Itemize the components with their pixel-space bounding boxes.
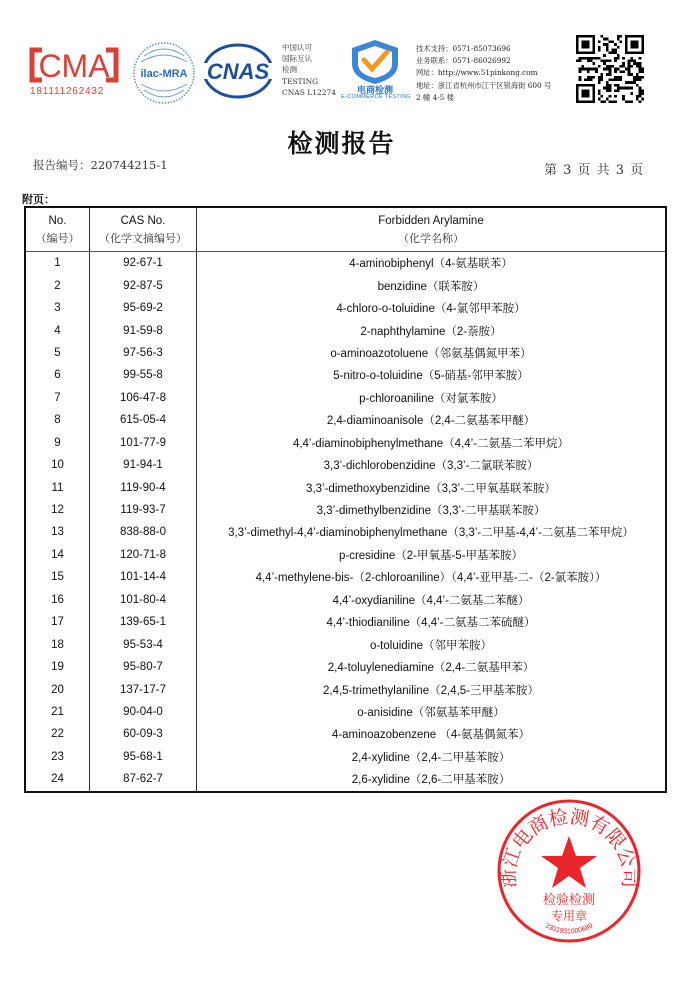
seal-number: 3301931000689	[543, 922, 595, 936]
cell-no: 12	[25, 499, 90, 521]
cell-no: 14	[25, 544, 90, 566]
cell-name: 3,3’-dimethoxybenzidine（3,3’-二甲氧基联苯胺）	[197, 476, 667, 498]
cell-name: 2-naphthylamine（2-萘胺）	[197, 319, 667, 341]
cell-name: 4,4’-thiodianiline（4,4’-二氨基二苯硫醚）	[197, 611, 667, 633]
header-name-cn: （化学名称）	[398, 231, 464, 245]
page-title: 检测报告	[287, 129, 396, 158]
cell-name: 3,3’-dichlorobenzidine（3,3’-二氯联苯胺）	[197, 454, 667, 476]
accreditation-line: 检测	[282, 65, 297, 75]
cell-name: o-anisidine（邻氨基苯甲醚）	[197, 701, 667, 723]
cell-name: o-aminoazotoluene（邻氨基偶氮甲苯）	[197, 342, 667, 364]
table-row	[25, 656, 666, 678]
cell-no: 13	[25, 521, 90, 543]
appendix-label: 附页：	[22, 193, 55, 206]
header-cas	[90, 207, 197, 252]
cell-name: 4-aminoazobenzene （4-氨基偶氮苯）	[197, 723, 667, 745]
cell-no: 2	[25, 274, 90, 296]
table-row	[25, 633, 666, 655]
cell-name: 4,4’-oxydianiline（4,4’-二氨基二苯醚）	[197, 589, 667, 611]
cell-no: 7	[25, 387, 90, 409]
cell-cas: 119-90-4	[90, 476, 197, 498]
cell-cas: 139-65-1	[90, 611, 197, 633]
cell-cas: 87-62-7	[90, 768, 197, 791]
table-row	[25, 409, 666, 431]
qr-code-icon	[576, 35, 644, 103]
cell-no: 17	[25, 611, 90, 633]
cell-no: 23	[25, 746, 90, 768]
cell-cas: 120-71-8	[90, 544, 197, 566]
cell-name: 5-nitro-o-toluidine（5-硝基-邻甲苯胺）	[197, 364, 667, 386]
cell-name: 4,4’-diaminobiphenylmethane（4,4’-二氨基二苯甲烷）	[197, 432, 667, 454]
cell-name: 4-chloro-o-toluidine（4-氯邻甲苯胺）	[197, 297, 667, 319]
table-row	[25, 701, 666, 723]
cell-cas: 60-09-3	[90, 723, 197, 745]
table-row	[25, 454, 666, 476]
cell-cas: 838-88-0	[90, 521, 197, 543]
table-row	[25, 723, 666, 745]
cell-no: 16	[25, 589, 90, 611]
cell-cas: 101-14-4	[90, 566, 197, 588]
ilac-logo-text: ilac-MRA	[140, 68, 188, 80]
table-row	[25, 432, 666, 454]
table-row	[25, 566, 666, 588]
header-no-cn: （编号）	[35, 231, 80, 245]
header-name	[197, 207, 667, 252]
cell-name: p-cresidine（2-甲氧基-5-甲基苯胺）	[197, 544, 667, 566]
cell-no: 5	[25, 342, 90, 364]
cell-no: 15	[25, 566, 90, 588]
cell-no: 6	[25, 364, 90, 386]
accreditation-line: 中国认可	[282, 43, 312, 52]
cell-no: 8	[25, 409, 90, 431]
cell-name: 3,3’-dimethylbenzidine（3,3’-二甲基联苯胺）	[197, 499, 667, 521]
table-row	[25, 521, 666, 543]
accreditation-line: TESTING	[282, 76, 319, 86]
cell-no: 24	[25, 768, 90, 791]
cell-cas: 615-05-4	[90, 409, 197, 431]
star-icon	[541, 836, 597, 888]
address-line: 地址：浙江省杭州市江干区银海街 600 号	[416, 80, 552, 90]
cell-name: 2,4-xylidine（2,4-二甲基苯胺）	[197, 746, 667, 768]
table-row	[25, 297, 666, 319]
cell-cas: 106-47-8	[90, 387, 197, 409]
table-row	[25, 364, 666, 386]
cell-no: 9	[25, 432, 90, 454]
cell-no: 4	[25, 319, 90, 341]
cell-no: 10	[25, 454, 90, 476]
cell-name: benzidine（联苯胺）	[197, 274, 667, 296]
seal-ring-text: 浙江电商检测有限公司	[497, 805, 641, 889]
accreditation-line: 国际互认	[282, 54, 312, 64]
table-row	[25, 611, 666, 633]
header-cas-cn: （化学文摘编号）	[99, 231, 187, 245]
cell-name: 2,4-toluylenediamine（2,4-二氨基甲苯）	[197, 656, 667, 678]
arylamine-table	[24, 206, 667, 793]
cell-cas: 101-80-4	[90, 589, 197, 611]
cell-cas: 97-56-3	[90, 342, 197, 364]
website-line[interactable]: 网址：http://www.51pinkong.com	[416, 68, 538, 78]
cell-cas: 95-53-4	[90, 633, 197, 655]
table-row	[25, 274, 666, 296]
seal-center-line1: 检验检测	[542, 893, 596, 908]
seal-center-line2: 专用章	[550, 909, 588, 923]
cell-name: 2,6-xylidine（2,6-二甲基苯胺）	[197, 768, 667, 791]
header-cas-en: CAS No.	[120, 214, 166, 227]
cell-name: 3,3’-dimethyl-4,4’-diaminobiphenylmethane（3,3’-二甲基-4,4’-二氨基二苯甲烷）	[197, 521, 667, 543]
cell-name: 2,4-diaminoanisole（2,4-二氨基苯甲醚）	[197, 409, 667, 431]
cell-cas: 119-93-7	[90, 499, 197, 521]
cell-cas: 137-17-7	[90, 678, 197, 700]
accreditation-line: CNAS L12274	[282, 87, 337, 97]
cell-cas: 101-77-9	[90, 432, 197, 454]
header-name-en: Forbidden Arylamine	[378, 214, 484, 227]
table-row	[25, 476, 666, 498]
cell-no: 21	[25, 701, 90, 723]
ecommerce-logo-en: E-COMMERCE TESTING	[341, 94, 411, 100]
report-number: 报告编号：220744215-1	[33, 158, 168, 172]
cma-logo-text: CMA	[38, 48, 110, 84]
cma-number: 181111262432	[30, 86, 105, 97]
table-row	[25, 499, 666, 521]
table-row	[25, 678, 666, 700]
cell-cas: 91-94-1	[90, 454, 197, 476]
table-row	[25, 746, 666, 768]
cell-cas: 95-80-7	[90, 656, 197, 678]
cnas-logo-text: CNAS	[206, 59, 270, 84]
cell-cas: 91-59-8	[90, 319, 197, 341]
header-no	[25, 207, 90, 252]
cnas-logo	[200, 43, 276, 99]
page-number: 第 3 页 共 3 页	[544, 163, 644, 178]
table-row	[25, 768, 666, 791]
ecommerce-logo-cn: 电商检测	[356, 86, 393, 96]
cell-name: 2,4,5-trimethylaniline（2,4,5-三甲基苯胺）	[197, 678, 667, 700]
cell-no: 19	[25, 656, 90, 678]
official-seal	[496, 798, 642, 944]
tech-support-line: 技术支持：0571-85073696	[416, 44, 511, 53]
table-row	[25, 589, 666, 611]
cell-no: 1	[25, 252, 90, 275]
contact-info	[416, 43, 551, 104]
header-no-en: No.	[48, 214, 67, 227]
cell-cas: 99-55-8	[90, 364, 197, 386]
cell-name: p-chloroaniline（对氯苯胺）	[197, 387, 667, 409]
cell-cas: 92-87-5	[90, 274, 197, 296]
ilac-mra-logo	[131, 40, 197, 106]
table-row	[25, 544, 666, 566]
cell-no: 20	[25, 678, 90, 700]
cell-cas: 95-69-2	[90, 297, 197, 319]
table-row	[25, 342, 666, 364]
business-contact-line: 业务联系：0571-86026992	[416, 56, 511, 66]
cell-cas: 92-67-1	[90, 252, 197, 275]
accreditation-text	[282, 42, 336, 98]
cell-no: 22	[25, 723, 90, 745]
table-row	[25, 387, 666, 409]
table-row	[25, 252, 666, 275]
address-line-2: 2 幢 4-5 楼	[416, 92, 454, 102]
cell-name: o-toluidine（邻甲苯胺）	[197, 633, 667, 655]
table-header-row	[25, 207, 666, 252]
table-row	[25, 319, 666, 341]
cell-name: 4,4’-methylene-bis-（2-chloroaniline）（4,4’-亚甲基-二-（2-氯苯胺））	[197, 566, 667, 588]
cell-no: 3	[25, 297, 90, 319]
cell-no: 11	[25, 476, 90, 498]
cell-cas: 95-68-1	[90, 746, 197, 768]
cell-name: 4-aminobiphenyl（4-氨基联苯）	[197, 252, 667, 275]
cell-cas: 90-04-0	[90, 701, 197, 723]
cell-no: 18	[25, 633, 90, 655]
